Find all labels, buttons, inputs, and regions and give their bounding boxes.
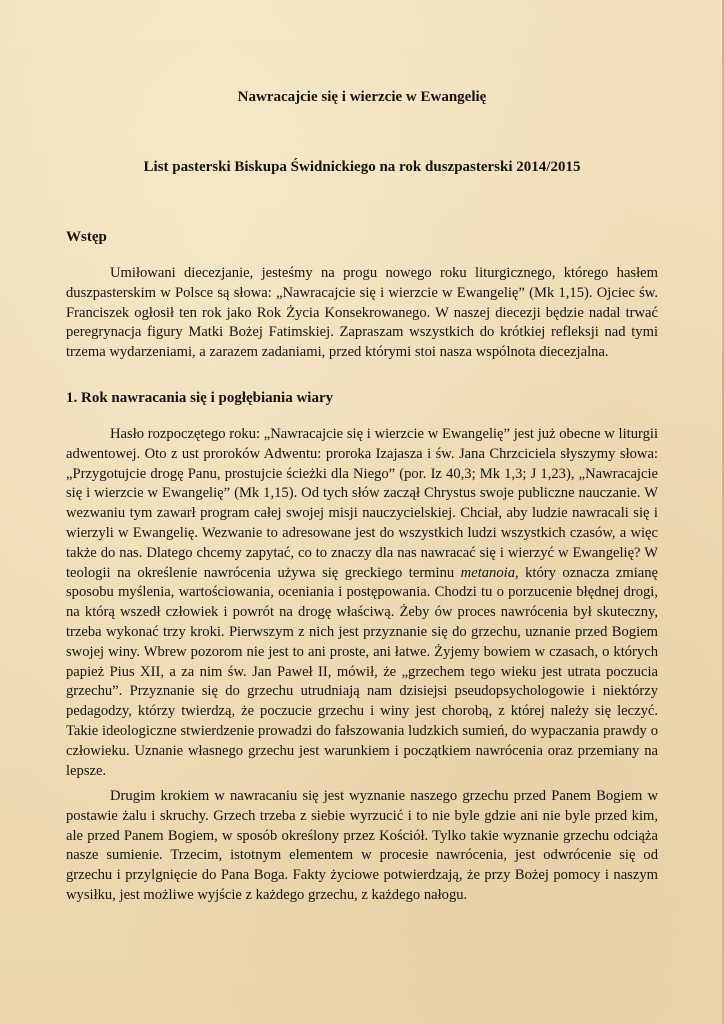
section-1-paragraph-2: Drugim krokiem w nawracaniu się jest wyznanie naszego grzechu przed Panem Bogiem w postawie żalu i skruchy. Grzech trzeba z siebie wyrzucić i to nie byle gdzie ani nie byle przed kim, ale przed Panem Bogiem, w sposób określony przez Kościół. Tylko takie wyznanie grzechu odciąża nasze sumienie. Trzecim, istotnym elementem w procesie nawrócenia, jest odwrócenie się od grzechu i przylgnięcie do Pana Boga. Fakty życiowe potwierdzają, że przy Bożej pomocy i naszym wysiłku, jest możliwe wyjście z każdego grzechu, z każdego nałogu. <box>66 788 658 903</box>
paragraph-text: który oznacza zmianę sposobu myślenia, wartościowania, oceniania i postępowania. Chodzi tu o porzucenie błędnej drogi, na którą wszedł człowiek i powrót na drogę właściwą. Żeby ów proces nawrócenia był skuteczny, trzeba wykonać trzy kroki. Pierwszym z nich jest przyznanie się do grzechu, uznanie przed Bogiem swojej winy. Wbrew pozorom nie jest to ani proste, ani łatwe. Żyjemy bowiem w czasach, o których papież Pius XII, a za nim św. Jan Paweł II, mówił, że „grzechem tego wieku jest utrata poczucia grzechu”. Przyznanie się do grzechu utrudniają nam dzisiejsi pseudopsychologowie i niektórzy pedagodzy, którzy twierdzą, że poczucie grzechu i winy jest chorobą, z której należy się leczyć. Takie ideologiczne stwierdzenie prowadzi do fałszowania ludzkich sumień, do wypaczania prawdy o człowieku. Uznanie własnego grzechu jest warunkiem i początkiem nawrócenia oraz przemiany na lepsze. <box>66 564 659 779</box>
document-subtitle: List pasterski Biskupa Świdnickiego na rok duszpasterski 2014/2015 <box>143 159 581 175</box>
section-heading-intro: Wstęp <box>66 229 107 245</box>
greek-term: metanoia, <box>460 564 519 581</box>
paragraph-text: Hasło rozpoczętego roku: „Nawracajcie się i wierzcie w Ewangelię” jest już obecne w liturgii adwentowej. Oto z ust proroków Adwentu: proroka Izajasza i św. Jana Chrzciciela słyszymy słowa: „Przygotujcie drogę Panu, prostujcie ścieżki dla Niego” (por. Iz 40,3; Mk 1,3; J 1,23), „Nawracajcie się i wierzcie w Ewangelię” (Mk 1,15). Od tych słów zaczął Chrystus swoje publiczne nauczanie. W wezwaniu tym zawarł program całej swojej misji nauczycielskiej. Chciał, aby ludzie nawracali się i wierzyli w Ewangelię. Wezwanie to adresowane jest do wszystkich ludzi wszystkich czasów, a więc także do nas. Dlatego chcemy zapytać, co to znaczy dla nas nawracać się i wierzyć w Ewangelię? W teologii na określenie nawrócenia używa się greckiego terminu <box>66 426 658 581</box>
document-title: Nawracajcie się i wierzcie w Ewangelię <box>237 89 487 105</box>
section-heading-1: 1. Rok nawracania się i pogłębiania wiary <box>66 390 334 406</box>
section-1-paragraph-1 <box>66 425 658 781</box>
intro-paragraph: Umiłowani diecezjanie, jesteśmy na progu nowego roku liturgicznego, którego hasłem duszpasterskim w Polsce są słowa: „Nawracajcie się i wierzcie w Ewangelię” (Mk 1,15). Ojciec św. Franciszek ogłosił ten rok jako Rok Życia Konsekrowanego. W naszej diecezji będzie nadal trwać peregrynacja figury Matki Bożej Fatimskiej. Zapraszam wszystkich do krótkiej refleksji nad tymi trzema wydarzeniami, a zarazem zadaniami, przed którymi stoi nasza wspólnota diecezjalna. <box>66 265 658 361</box>
